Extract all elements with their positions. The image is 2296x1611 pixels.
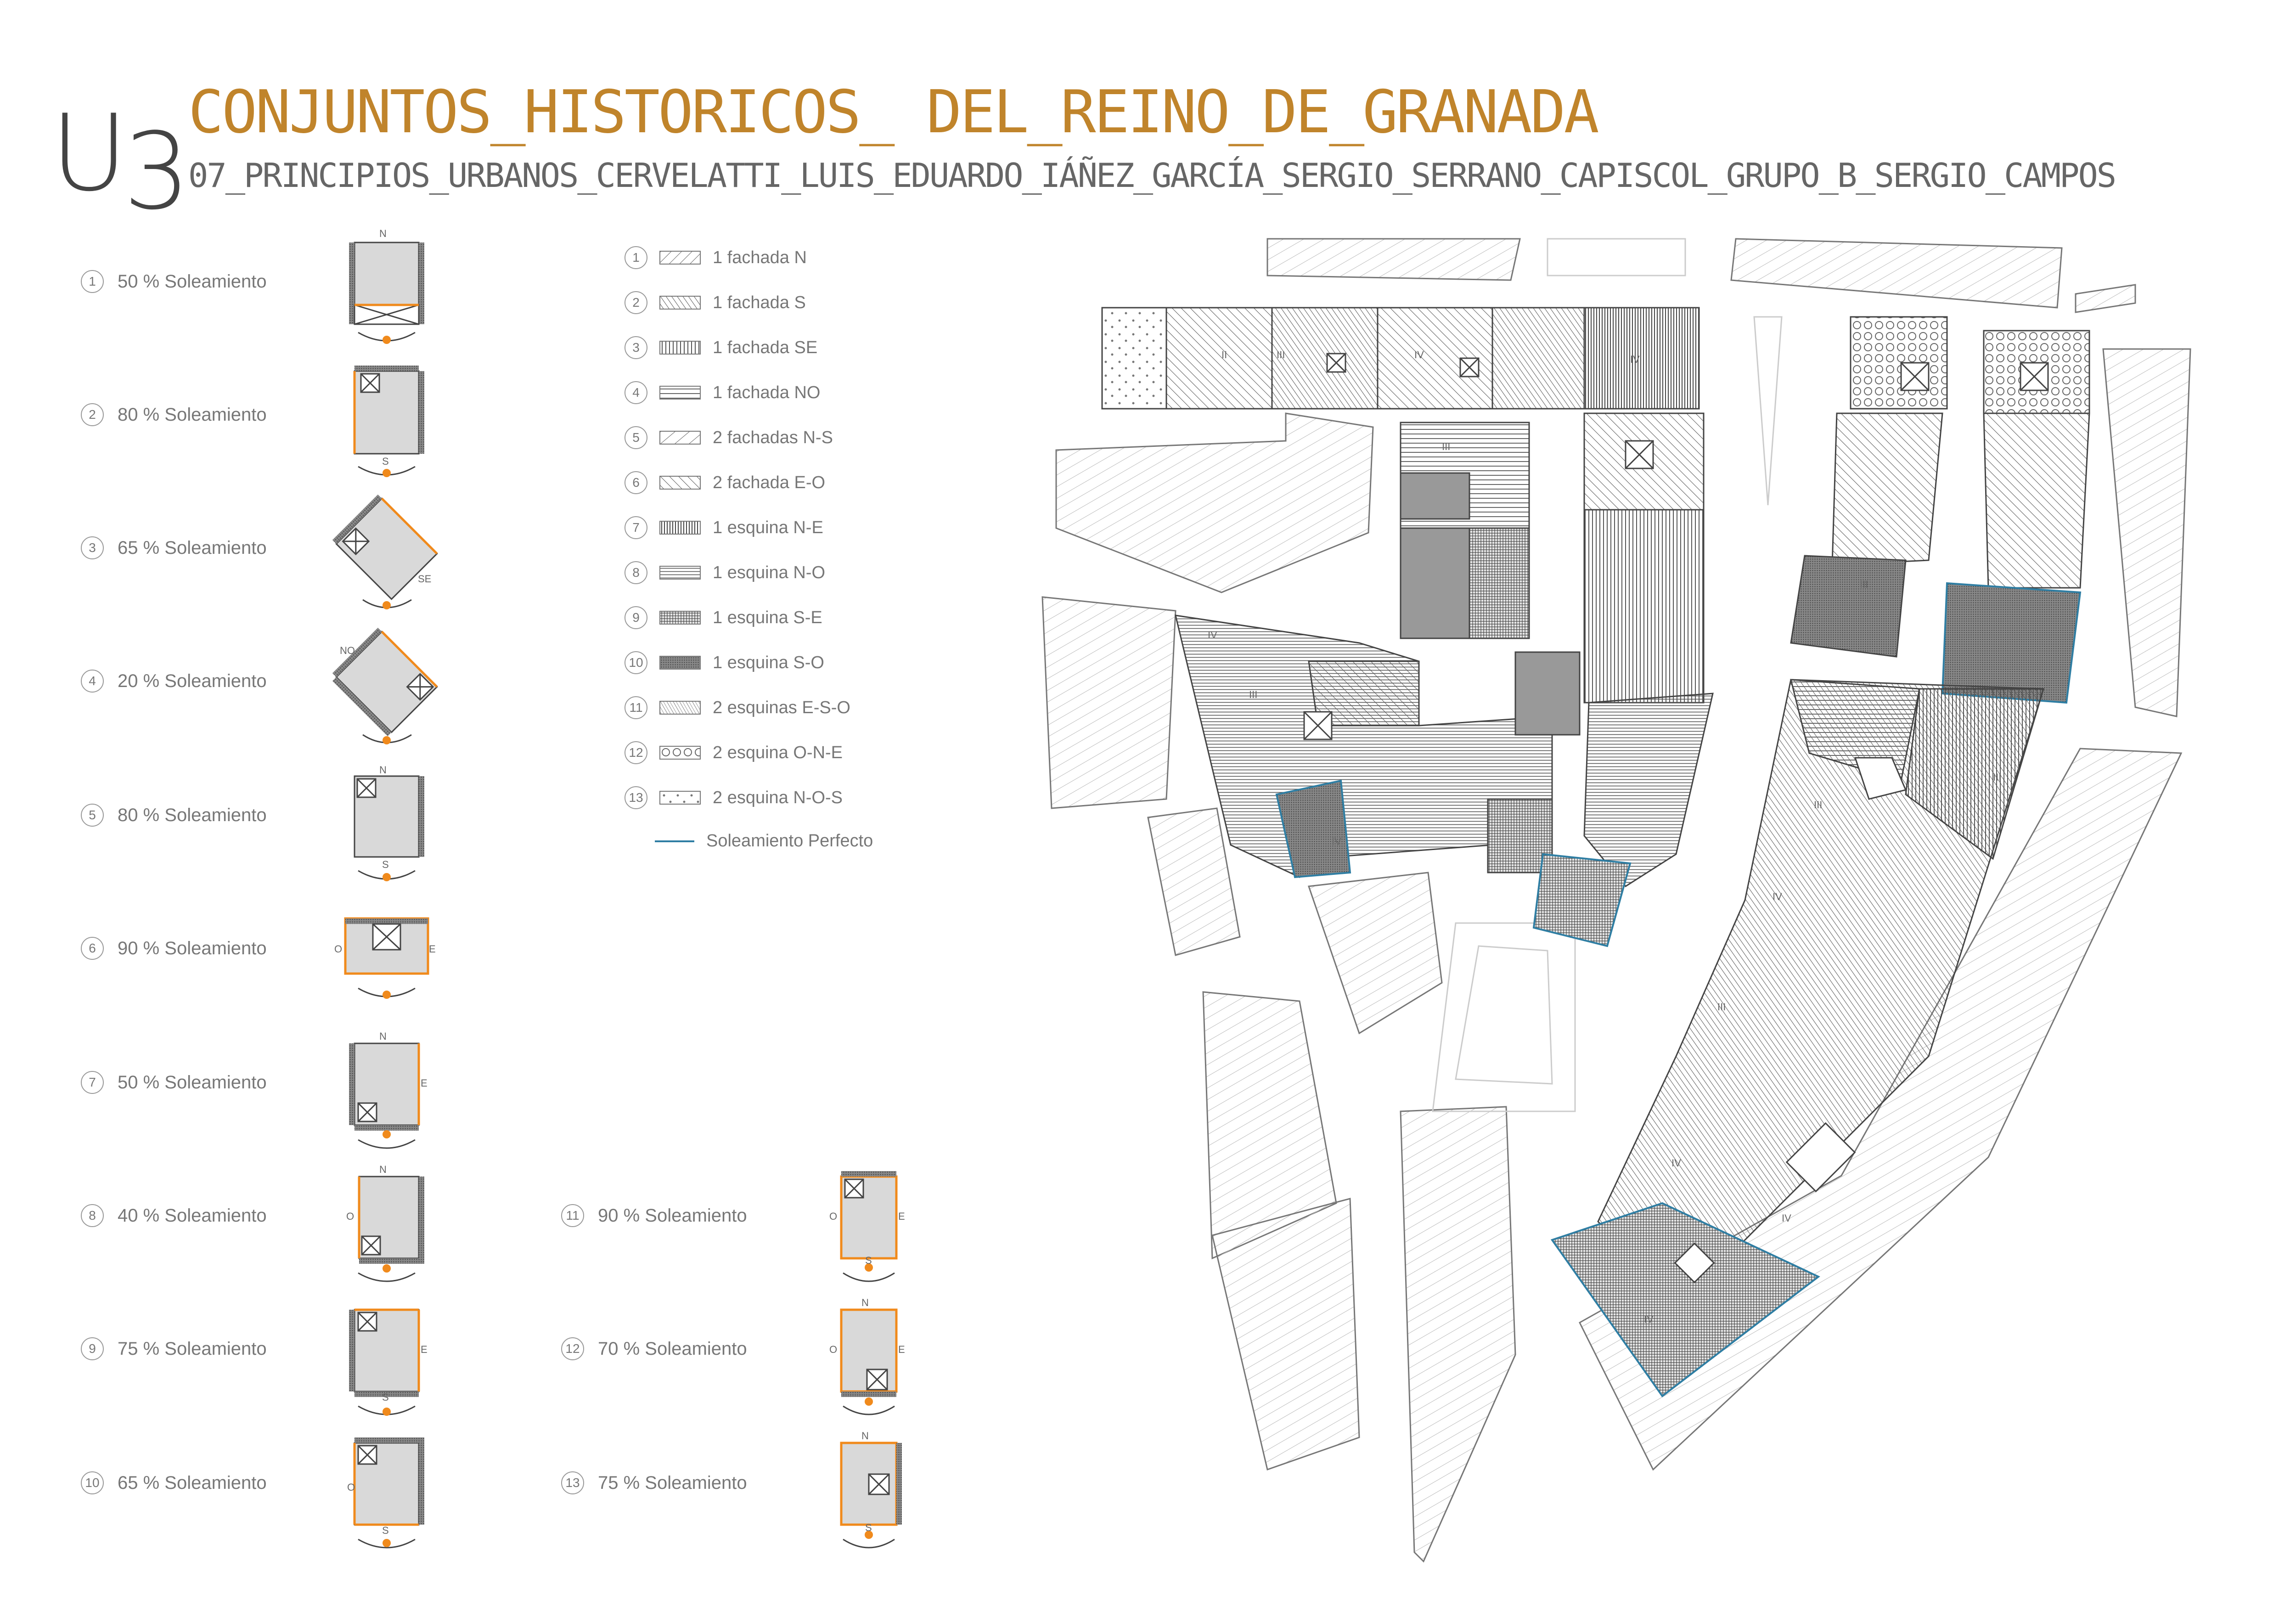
svg-text:III: III (1814, 799, 1823, 811)
svg-text:N: N (379, 1031, 387, 1042)
legend-perfect-line: Soleamiento Perfecto (706, 831, 873, 851)
svg-text:III: III (1442, 441, 1451, 452)
legend-item: 13 2 esquina N-O-S (625, 786, 843, 809)
svg-text:III: III (1993, 772, 2002, 783)
pattern-swatch (659, 431, 701, 445)
diagram-9 (349, 1310, 428, 1416)
svg-text:E: E (421, 1344, 428, 1355)
svg-text:O: O (347, 1481, 355, 1493)
svg-text:II: II (1221, 349, 1227, 361)
case-label: 65 % Soleamiento (118, 537, 267, 558)
svg-text:IV: IV (1332, 836, 1341, 847)
legend-item: 4 1 fachada NO (625, 381, 820, 404)
svg-text:N: N (861, 1430, 869, 1442)
urban-plan-map (1038, 220, 2204, 1571)
case-number: 8 (81, 1204, 104, 1227)
case-number: 5 (81, 804, 104, 827)
svg-text:III: III (1860, 579, 1868, 590)
case-number: 12 (561, 1337, 584, 1360)
svg-text:IV: IV (1782, 1212, 1791, 1224)
northwest-label: NO (340, 645, 355, 656)
diagram-2 (355, 366, 424, 477)
svg-text:S: S (865, 1255, 872, 1266)
legend-item: 5 2 fachadas N-S (625, 426, 833, 449)
svg-text:E: E (898, 1211, 905, 1222)
svg-text:O: O (829, 1211, 838, 1222)
svg-text:IV: IV (1630, 354, 1640, 365)
diagram-11 (829, 1171, 905, 1281)
diagram-4 (328, 628, 437, 736)
svg-text:S: S (382, 1391, 389, 1403)
pattern-swatch (659, 656, 701, 670)
north-label: N (379, 228, 387, 239)
case-label: 80 % Soleamiento (118, 404, 267, 425)
case-number: 7 (81, 1071, 104, 1094)
case-number: 11 (561, 1204, 584, 1227)
diagram-7 (349, 1031, 428, 1148)
diagram-10 (347, 1437, 424, 1548)
legend-item: 8 1 esquina N-O (625, 561, 825, 584)
case-label: 75 % Soleamiento (598, 1472, 747, 1493)
svg-text:N: N (379, 1164, 387, 1175)
svg-text:S: S (382, 859, 389, 870)
svg-text:IV: IV (1208, 629, 1217, 641)
case-number: 9 (81, 1337, 104, 1360)
legend-item: 9 1 esquina S-E (625, 606, 822, 629)
svg-text:IV: IV (1773, 891, 1782, 902)
svg-text:N: N (379, 764, 387, 776)
pattern-swatch (659, 746, 701, 760)
legend-item: 2 1 fachada S (625, 291, 806, 314)
legend-item: 10 1 esquina S-O (625, 651, 824, 674)
page-subtitle: 07_PRINCIPIOS_URBANOS_CERVELATTI_LUIS_EDUARDO_IÁÑEZ_GARCÍA_SERGIO_SERRANO_CAPISCOL_GRUPO_B_SERGIO_CAMPOS (188, 156, 2116, 195)
svg-text:O: O (346, 1211, 355, 1222)
legend-item: 6 2 fachada E-O (625, 471, 825, 494)
pattern-swatch (659, 521, 701, 535)
case-number: 3 (81, 536, 104, 559)
case-label: 70 % Soleamiento (598, 1338, 747, 1359)
svg-text:S: S (382, 1525, 389, 1536)
diagram-6 (334, 918, 436, 999)
case-number: 4 (81, 670, 104, 693)
legend-item: 11 2 esquinas E-S-O (625, 696, 850, 719)
case-label: 50 % Soleamiento (118, 1072, 267, 1093)
pattern-swatch (659, 476, 701, 490)
legend-item: 1 1 fachada N (625, 246, 807, 269)
svg-text:III: III (1277, 349, 1285, 361)
brand-digit: 3 (123, 111, 186, 233)
svg-text:N: N (861, 1297, 869, 1308)
svg-text:O: O (334, 943, 343, 955)
svg-text:IV: IV (1671, 1157, 1681, 1169)
case-number: 2 (81, 403, 104, 426)
case-number: 13 (561, 1471, 584, 1494)
pattern-swatch (659, 791, 701, 805)
case-label: 90 % Soleamiento (118, 938, 267, 958)
diagram-1 (349, 228, 424, 344)
case-label: 75 % Soleamiento (118, 1338, 267, 1359)
diagram-12 (829, 1297, 905, 1414)
case-number: 10 (81, 1471, 104, 1494)
svg-text:O: O (829, 1344, 838, 1355)
case-number: 1 (81, 270, 104, 293)
pattern-swatch (659, 296, 701, 310)
case-label: 20 % Soleamiento (118, 670, 267, 691)
svg-text:III: III (1717, 1001, 1726, 1013)
diagram-8 (346, 1164, 424, 1281)
legend-item: 3 1 fachada SE (625, 336, 817, 359)
pattern-swatch (659, 566, 701, 580)
pattern-swatch (659, 611, 701, 625)
svg-text:E: E (429, 943, 436, 955)
case-label: 50 % Soleamiento (118, 271, 267, 292)
case-label: 80 % Soleamiento (118, 805, 267, 825)
svg-text:IV: IV (1414, 349, 1424, 361)
case-label: 65 % Soleamiento (118, 1472, 267, 1493)
diagram-5 (355, 764, 424, 881)
svg-text:IV: IV (1644, 1313, 1654, 1325)
diagram-13 (841, 1430, 902, 1548)
case-number: 6 (81, 937, 104, 960)
pattern-swatch (659, 341, 701, 355)
legend-item: 7 1 esquina N-E (625, 516, 823, 539)
svg-text:E: E (421, 1077, 428, 1089)
brand-letter: U (51, 92, 124, 215)
pattern-swatch (659, 386, 701, 400)
svg-text:E: E (898, 1344, 905, 1355)
south-label: S (382, 456, 389, 467)
legend-item: 12 2 esquina O-N-E (625, 741, 843, 764)
svg-text:III: III (1249, 689, 1258, 700)
page-title: CONJUNTOS_HISTORICOS_ DEL_REINO_DE_GRANADA (188, 78, 1598, 146)
pattern-swatch (659, 251, 701, 265)
case-label: 90 % Soleamiento (598, 1205, 747, 1226)
svg-text:S: S (865, 1522, 872, 1533)
case-label: 40 % Soleamiento (118, 1205, 267, 1226)
pattern-swatch (659, 701, 701, 715)
southeast-label: SE (418, 573, 432, 585)
